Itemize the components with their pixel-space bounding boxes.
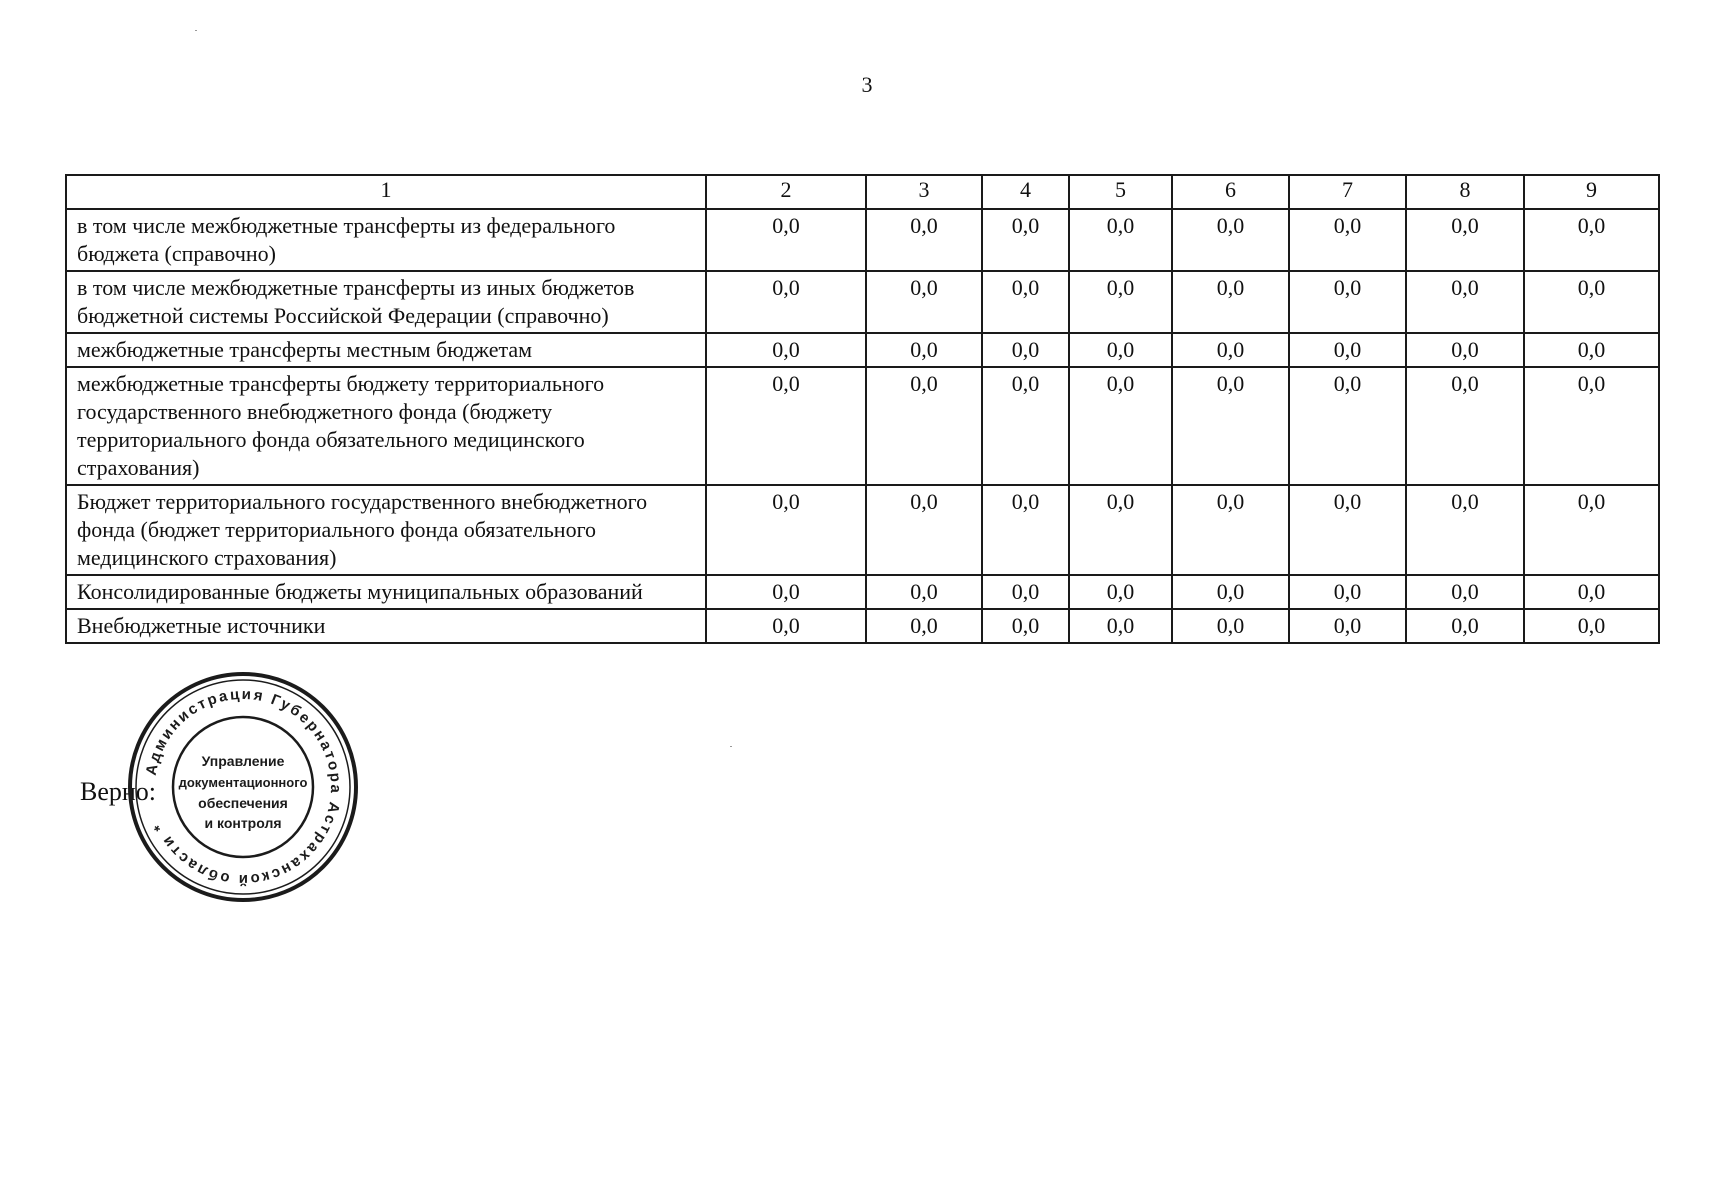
cell-value: 0,0 (866, 575, 982, 609)
cell-value: 0,0 (1172, 609, 1289, 643)
row-label: Консолидированные бюджеты муниципальных образований (66, 575, 706, 609)
cell-value: 0,0 (1524, 271, 1659, 333)
cell-value: 0,0 (982, 367, 1069, 485)
column-header: 5 (1069, 175, 1172, 209)
cell-value: 0,0 (1406, 485, 1524, 575)
cell-value: 0,0 (1406, 609, 1524, 643)
cell-value: 0,0 (866, 367, 982, 485)
table-row (66, 485, 1659, 575)
row-label: в том числе межбюджетные трансферты из федерального бюджета (справочно) (66, 209, 706, 271)
cell-value: 0,0 (1289, 609, 1406, 643)
cell-value: 0,0 (1406, 575, 1524, 609)
cell-value: 0,0 (1524, 485, 1659, 575)
row-label: в том числе межбюджетные трансферты из иных бюджетов бюджетной системы Российской Федерации (справочно) (66, 271, 706, 333)
cell-value: 0,0 (706, 333, 866, 367)
cell-value: 0,0 (1406, 333, 1524, 367)
cell-value: 0,0 (1524, 333, 1659, 367)
cell-value: 0,0 (1069, 209, 1172, 271)
column-header: 1 (66, 175, 706, 209)
column-header: 7 (1289, 175, 1406, 209)
cell-value: 0,0 (1172, 485, 1289, 575)
table-row (66, 609, 1659, 643)
column-header: 2 (706, 175, 866, 209)
cell-value: 0,0 (1172, 209, 1289, 271)
row-label: межбюджетные трансферты бюджету территориального государственного внебюджетного фонда (бюджету территориального фонда обязательного медицинского страхования) (66, 367, 706, 485)
column-header: 6 (1172, 175, 1289, 209)
cell-value: 0,0 (982, 271, 1069, 333)
svg-text:документационного: документационного (178, 775, 308, 790)
cell-value: 0,0 (706, 485, 866, 575)
scan-speck (730, 746, 732, 747)
cell-value: 0,0 (1289, 271, 1406, 333)
cell-value: 0,0 (982, 609, 1069, 643)
svg-text:Администрация Губернатора Астр: Администрация Губернатора Астраханской области * (142, 685, 345, 889)
cell-value: 0,0 (1172, 575, 1289, 609)
table-row (66, 271, 1659, 333)
cell-value: 0,0 (1069, 575, 1172, 609)
cell-value: 0,0 (1069, 609, 1172, 643)
cell-value: 0,0 (866, 271, 982, 333)
table-row (66, 575, 1659, 609)
table-row (66, 333, 1659, 367)
column-header: 8 (1406, 175, 1524, 209)
cell-value: 0,0 (1524, 367, 1659, 485)
cell-value: 0,0 (1069, 333, 1172, 367)
cell-value: 0,0 (866, 333, 982, 367)
verno-label: Верно: (80, 777, 157, 806)
cell-value: 0,0 (1289, 575, 1406, 609)
cell-value: 0,0 (1524, 209, 1659, 271)
cell-value: 0,0 (1524, 575, 1659, 609)
cell-value: 0,0 (866, 609, 982, 643)
svg-text:и контроля: и контроля (204, 815, 282, 831)
table-row (66, 367, 1659, 485)
cell-value: 0,0 (982, 333, 1069, 367)
cell-value: 0,0 (1069, 271, 1172, 333)
cell-value: 0,0 (982, 575, 1069, 609)
cell-value: 0,0 (866, 485, 982, 575)
row-label: Бюджет территориального государственного внебюджетного фонда (бюджет территориального фонда обязательного медицинского страхования) (66, 485, 706, 575)
cell-value: 0,0 (706, 367, 866, 485)
row-label: Внебюджетные источники (66, 609, 706, 643)
cell-value: 0,0 (1172, 271, 1289, 333)
table-row (66, 209, 1659, 271)
column-header: 4 (982, 175, 1069, 209)
cell-value: 0,0 (706, 271, 866, 333)
svg-text:Управление: Управление (201, 753, 285, 769)
cell-value: 0,0 (1289, 485, 1406, 575)
cell-value: 0,0 (1524, 609, 1659, 643)
cell-value: 0,0 (1172, 333, 1289, 367)
cell-value: 0,0 (1172, 367, 1289, 485)
official-seal-stamp (126, 670, 360, 904)
cell-value: 0,0 (1289, 209, 1406, 271)
cell-value: 0,0 (866, 209, 982, 271)
cell-value: 0,0 (1289, 367, 1406, 485)
cell-value: 0,0 (706, 575, 866, 609)
cell-value: 0,0 (1406, 271, 1524, 333)
budget-table (65, 174, 1660, 644)
cell-value: 0,0 (1069, 367, 1172, 485)
cell-value: 0,0 (1406, 209, 1524, 271)
cell-value: 0,0 (1069, 485, 1172, 575)
svg-text:обеспечения: обеспечения (198, 795, 288, 811)
table-header-row (66, 175, 1659, 209)
row-label: межбюджетные трансферты местным бюджетам (66, 333, 706, 367)
cell-value: 0,0 (982, 485, 1069, 575)
scan-speck (195, 30, 197, 31)
cell-value: 0,0 (706, 609, 866, 643)
column-header: 3 (866, 175, 982, 209)
column-header: 9 (1524, 175, 1659, 209)
page-number: 3 (861, 72, 873, 97)
cell-value: 0,0 (1406, 367, 1524, 485)
cell-value: 0,0 (982, 209, 1069, 271)
cell-value: 0,0 (706, 209, 866, 271)
cell-value: 0,0 (1289, 333, 1406, 367)
